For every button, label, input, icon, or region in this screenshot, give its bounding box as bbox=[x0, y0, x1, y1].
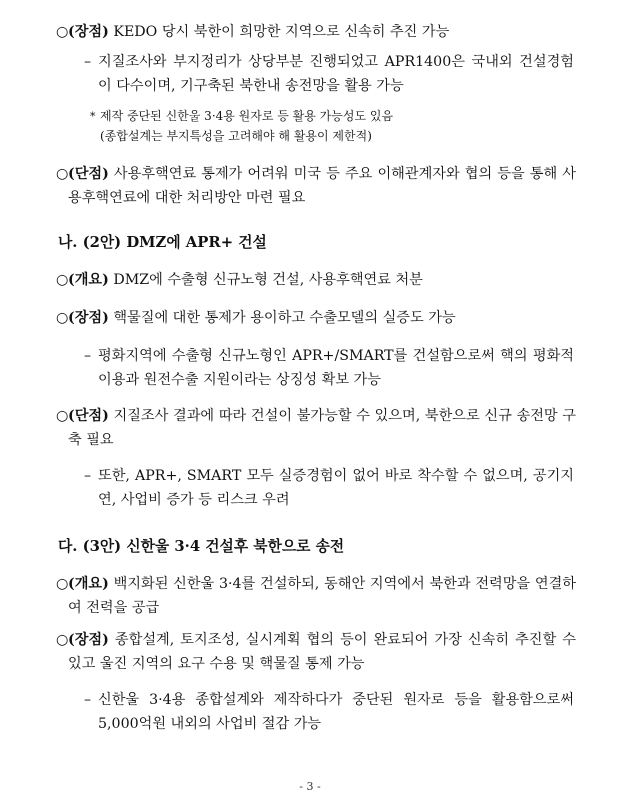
page-number: - 3 - bbox=[299, 780, 321, 793]
overview-item bbox=[0, 572, 620, 620]
dash-item bbox=[0, 344, 620, 392]
item-tag: (장점) bbox=[68, 24, 109, 40]
item-text: 평화지역에 수출형 신규노형인 APR+/SMART를 건설함으로써 핵의 평화적 이용과 원전수출 지원이라는 상징성 확보 가능 bbox=[98, 348, 574, 388]
item-text: 또한, APR+, SMART 모두 실증경험이 없어 바로 착수할 수 없으며, 공기지연, 사업비 증가 등 리스크 우려 bbox=[98, 468, 574, 508]
circle-bullet-icon: ○ bbox=[56, 408, 69, 424]
item-tag: (개요) bbox=[68, 272, 109, 288]
item-tag: (장점) bbox=[68, 310, 109, 326]
dash-item bbox=[0, 464, 620, 512]
note-item bbox=[0, 106, 620, 127]
item-text: (종합설계는 부지특성을 고려해야 해 활용이 제한적) bbox=[100, 129, 372, 143]
dash-bullet-icon: – bbox=[84, 468, 92, 484]
pro-item bbox=[0, 306, 620, 330]
item-tag: (단점) bbox=[68, 166, 109, 182]
heading-text: 다. (3안) 신한울 3·4 건설후 북한으로 송전 bbox=[58, 538, 345, 555]
circle-bullet-icon: ○ bbox=[56, 576, 69, 592]
con-item bbox=[0, 162, 620, 210]
dash-bullet-icon: – bbox=[84, 692, 92, 708]
section-heading bbox=[0, 534, 620, 560]
note-item bbox=[0, 126, 620, 146]
dash-item bbox=[0, 688, 620, 736]
overview-item bbox=[0, 268, 620, 292]
dash-item bbox=[0, 50, 620, 98]
item-tag: (단점) bbox=[68, 408, 109, 424]
dash-bullet-icon: – bbox=[84, 54, 92, 70]
circle-bullet-icon: ○ bbox=[56, 632, 69, 648]
item-text: 백지화된 신한울 3·4를 건설하되, 동해안 지역에서 북한과 전력망을 연결하여 전력을 공급 bbox=[68, 576, 576, 616]
item-text: 신한울 3·4용 종합설계와 제작하다가 중단된 원자로 등을 활용함으로써 5,000억원 내외의 사업비 절감 가능 bbox=[98, 692, 574, 732]
pro-item bbox=[0, 628, 620, 676]
circle-bullet-icon: ○ bbox=[56, 272, 69, 288]
circle-bullet-icon: ○ bbox=[56, 310, 69, 326]
pro-item bbox=[0, 20, 620, 44]
circle-bullet-icon: ○ bbox=[56, 24, 69, 40]
item-text: 종합설계, 토지조성, 실시계획 협의 등이 완료되어 가장 신속히 추진할 수 있고 울진 지역의 요구 수용 및 핵물질 통제 가능 bbox=[68, 632, 576, 672]
asterisk-bullet-icon: * bbox=[90, 110, 96, 123]
item-text: 사용후핵연료 통제가 어려워 미국 등 주요 이해관계자와 협의 등을 통해 사용후핵연료에 대한 처리방안 마련 필요 bbox=[68, 166, 576, 206]
item-tag: (장점) bbox=[68, 632, 109, 648]
item-text: 지질조사 결과에 따라 건설이 불가능할 수 있으며, 북한으로 신규 송전망 구축 필요 bbox=[68, 408, 576, 448]
item-text: 핵물질에 대한 통제가 용이하고 수출모델의 실증도 가능 bbox=[108, 310, 456, 326]
section-heading bbox=[0, 230, 620, 256]
item-tag: (개요) bbox=[68, 576, 109, 592]
heading-text: 나. (2안) DMZ에 APR+ 건설 bbox=[58, 234, 267, 251]
circle-bullet-icon: ○ bbox=[56, 166, 69, 182]
item-text: KEDO 당시 북한이 희망한 지역으로 신속히 추진 가능 bbox=[108, 24, 450, 40]
item-text: 지질조사와 부지정리가 상당부분 진행되었고 APR1400은 국내외 건설경험이 다수이며, 기구축된 북한내 송전망을 활용 가능 bbox=[98, 54, 574, 94]
con-item bbox=[0, 404, 620, 452]
dash-bullet-icon: – bbox=[84, 348, 92, 364]
item-text: DMZ에 수출형 신규노형 건설, 사용후핵연료 처분 bbox=[108, 272, 423, 288]
item-text: 제작 중단된 신한울 3·4용 원자로 등 활용 가능성도 있음 bbox=[100, 109, 394, 123]
